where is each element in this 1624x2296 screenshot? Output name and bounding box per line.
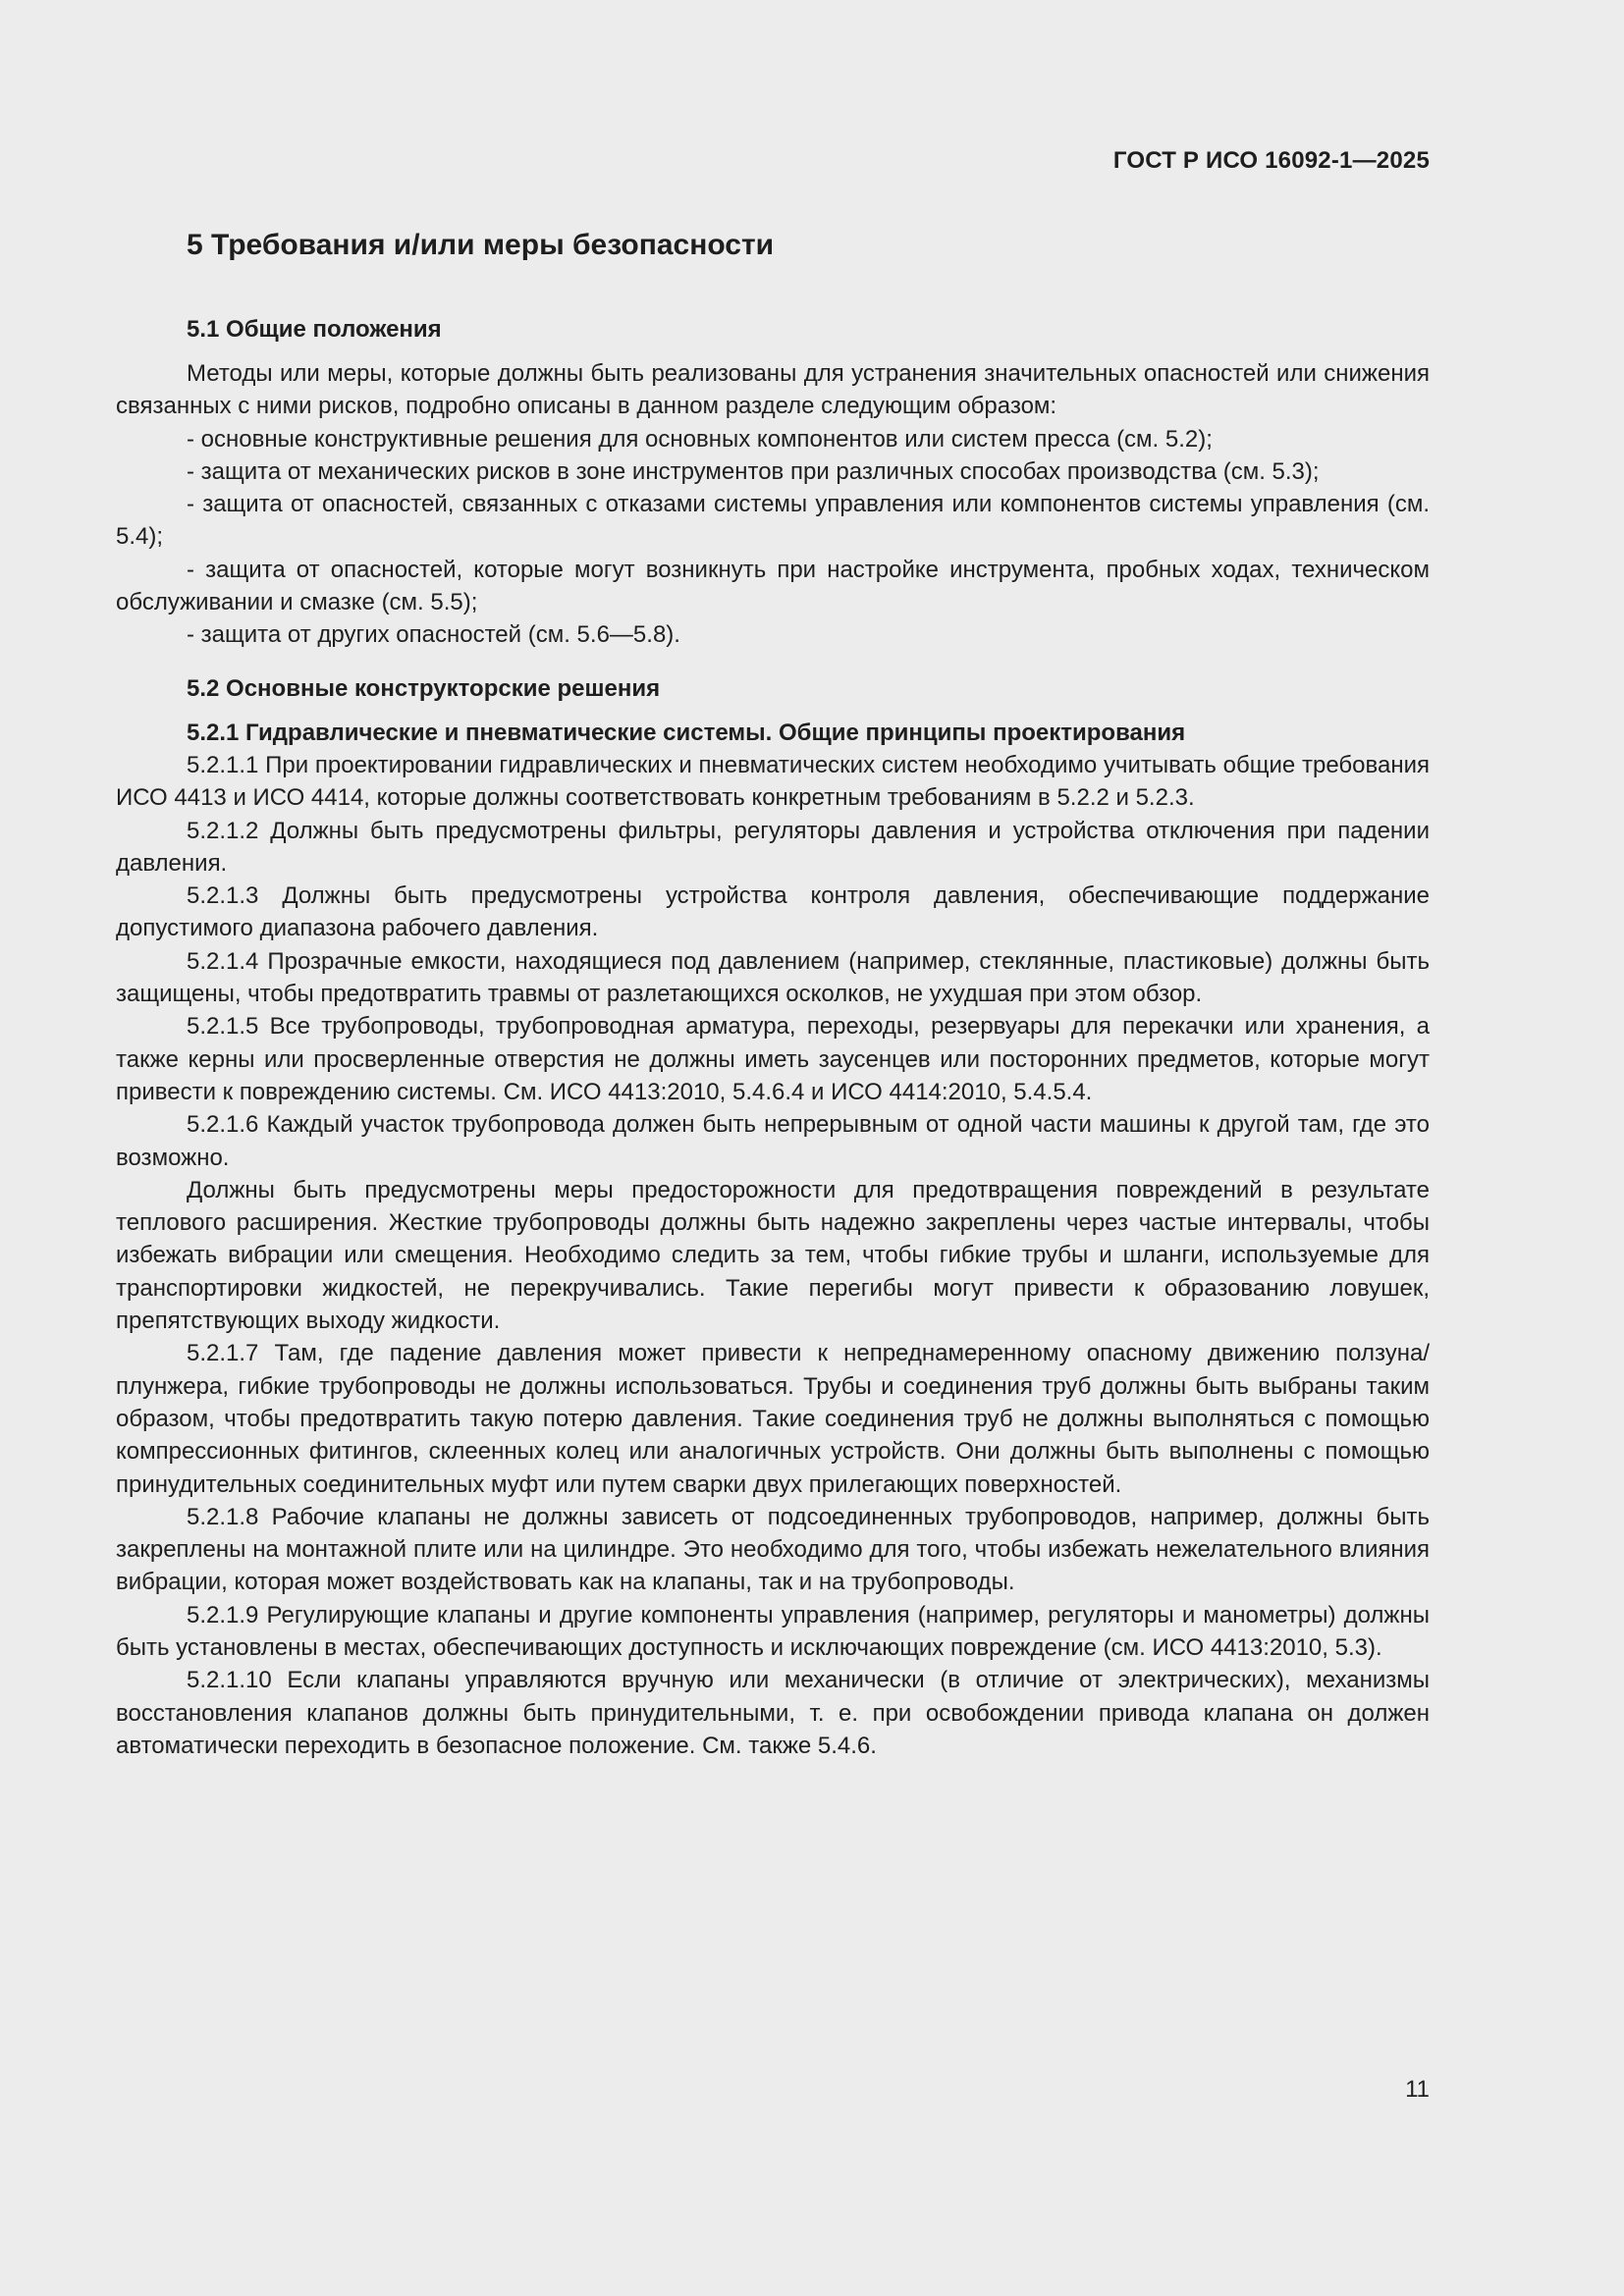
document-code: ГОСТ Р ИСО 16092-1—2025 <box>1112 147 1430 174</box>
list-item: - защита от других опасностей (см. 5.6—5.8). <box>187 621 680 649</box>
subsection-title-5-1: 5.1 Общие положения <box>187 316 442 343</box>
subsection-title-5-2-1: 5.2.1 Гидравлические и пневматические системы. Общие принципы проектирования <box>187 719 1186 746</box>
clause-5-2-1-10: 5.2.1.10 Если клапаны управляются вручную или механически (в отличие от электрических), механизмы восстановления клапанов должны быть принудительными, т. е. при освобождении привода клапана он должен автоматически переходить в безопасное положение. См. также 5.4.6. <box>116 1667 1430 1759</box>
section-title: 5 Требования и/или меры безопасности <box>187 229 775 261</box>
clause-5-2-1-2: 5.2.1.2 Должны быть предусмотрены фильтры, регуляторы давления и устройства отключения при падении давления. <box>116 817 1430 877</box>
clause-5-2-1-5: 5.2.1.5 Все трубопроводы, трубопроводная арматура, переходы, резервуары для перекачки или хранения, а также керны или просверленные отверстия не должны иметь заусенцев или посторонних предметов, которые могут привести к повреждению системы. См. ИСО 4413:2010, 5.4.6.4 и ИСО 4414:2010, 5.4.5.4. <box>116 1013 1430 1105</box>
paragraph-thermal-expansion: Должны быть предусмотрены меры предосторожности для предотвращения повреждений в результате теплового расширения. Жесткие трубопроводы должны быть надежно закреплены через частые интервалы, чтобы избежать вибрации или смещения. Необходимо следить за тем, чтобы гибкие трубы и шланги, используемые для транспортировки жидкостей, не перекручивались. Такие перегибы могут привести к образованию ловушек, препятствующих выходу жидкости. <box>116 1176 1430 1335</box>
clause-5-2-1-6: 5.2.1.6 Каждый участок трубопровода должен быть непрерывным от одной части машины к другой там, где это возможно. <box>116 1111 1430 1171</box>
clause-5-2-1-3: 5.2.1.3 Должны быть предусмотрены устройства контроля давления, обеспечивающие поддержание допустимого диапазона рабочего давления. <box>116 882 1430 942</box>
clause-5-2-1-8: 5.2.1.8 Рабочие клапаны не должны зависеть от подсоединенных трубопроводов, например, должны быть закреплены на монтажной плите или на цилиндре. Это необходимо для того, чтобы избежать нежелательного влияния вибрации, которая может воздействовать как на клапаны, так и на трубопроводы. <box>116 1503 1430 1596</box>
clause-5-2-1-7: 5.2.1.7 Там, где падение давления может привести к непреднамеренному опасному движению ползуна/плунжера, гибкие трубопроводы не должны использоваться. Трубы и соединения труб должны быть выбраны таким образом, чтобы предотвратить такую потерю давления. Такие соединения труб не должны выполняться с помощью компрессионных фитингов, склеенных колец или аналогичных устройств. Они должны быть выполнены с помощью принудительных соединительных муфт или путем сварки двух прилегающих поверхностей. <box>116 1340 1430 1498</box>
list-item: - защита от опасностей, связанных с отказами системы управления или компонентов системы управления (см. 5.4); <box>116 491 1430 551</box>
page-content <box>116 222 1430 1762</box>
clause-5-2-1-1: 5.2.1.1 При проектировании гидравлических и пневматических систем необходимо учитывать общие требования ИСО 4413 и ИСО 4414, которые должны соответствовать конкретным требованиям в 5.2.2 и 5.2.3. <box>116 751 1430 812</box>
list-item: - основные конструктивные решения для основных компонентов или систем пресса (см. 5.2); <box>187 425 1213 453</box>
clause-5-2-1-4: 5.2.1.4 Прозрачные емкости, находящиеся под давлением (например, стеклянные, пластиковые) должны быть защищены, чтобы предотвратить травмы от разлетающихся осколков, не ухудшая при этом обзор. <box>116 947 1430 1008</box>
page-number: 11 <box>1405 2076 1430 2103</box>
clause-5-2-1-9: 5.2.1.9 Регулирующие клапаны и другие компоненты управления (например, регуляторы и манометры) должны быть установлены в местах, обеспечивающих доступность и исключающих повреждение (см. ИСО 4413:2010, 5.3). <box>116 1601 1430 1661</box>
list-item: - защита от опасностей, которые могут возникнуть при настройке инструмента, пробных ходах, техническом обслуживании и смазке (см. 5.5); <box>116 556 1430 616</box>
paragraph-intro: Методы или меры, которые должны быть реализованы для устранения значительных опасностей или снижения связанных с ними рисков, подробно описаны в данном разделе следующим образом: <box>116 360 1430 420</box>
list-item: - защита от механических рисков в зоне инструментов при различных способах производства (см. 5.3); <box>187 457 1320 485</box>
subsection-title-5-2: 5.2 Основные конструкторские решения <box>187 674 661 702</box>
